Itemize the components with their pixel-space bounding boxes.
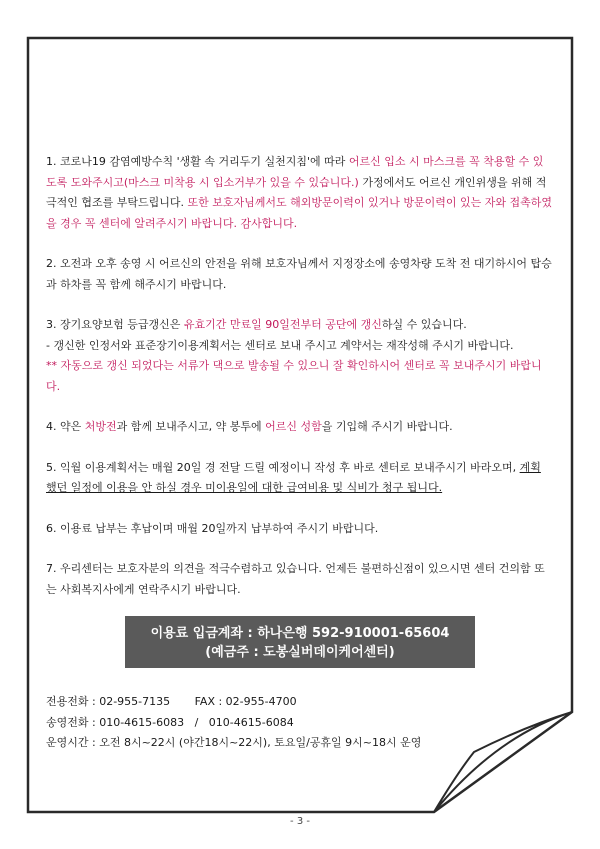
notice-text: 1. 코로나19 감염예방수칙 '생활 속 거리두기 실천지침'에 따라 bbox=[46, 155, 349, 168]
bank-line1: 이용료 입금계좌 : 하나은행 592-910001-65604 bbox=[150, 626, 450, 641]
notice-item bbox=[46, 559, 554, 600]
notice-text: 5. 익월 이용계획서는 매월 20일 경 전달 드릴 예정이니 작성 후 바로 센터로 보내주시기 바라오며, bbox=[46, 460, 520, 474]
notice-item bbox=[46, 315, 554, 397]
bank-account-box bbox=[125, 616, 475, 668]
notice-text: 가정에서도 어르신 개인위생을 위해 적극적인 협조를 부탁드립니다. bbox=[46, 175, 547, 209]
notice-text: 유효기간 만료일 90일전부터 공단에 갱신 bbox=[183, 318, 382, 331]
notice-text: 또한 보호자님께서도 해외방문이력이 있거나 방문이력이 있는 자와 접촉하였을 경우 꼭 센터에 알려주시기 바랍니다. 감사합니다. bbox=[46, 196, 553, 230]
contact-info bbox=[46, 692, 554, 754]
notice-text: 을 기입해 주시기 바랍니다. bbox=[321, 420, 453, 433]
notice-text: 6. 이용료 납부는 후납이며 매월 20일까지 납부하여 주시기 바랍니다. bbox=[46, 521, 379, 535]
notice-text: 계획 했던 일정에 이용을 안 하실 경우 미이용일에 대한 급여비용 및 식비가 청구 됩니다. bbox=[46, 460, 541, 494]
notice-text: 2. 오전과 오후 송영 시 어르신의 안전을 위해 보호자님께서 지정장소에 송영차량 도착 전 대기하시어 탑승과 하차를 꼭 함께 해주시기 바랍니다. bbox=[46, 257, 552, 291]
notice-item bbox=[46, 152, 554, 234]
page-number: - 3 - bbox=[290, 816, 310, 827]
contact-phone: 전용전화 : 02-955-7135 FAX : 02-955-4700 bbox=[46, 695, 297, 708]
notice-text: - 갱신한 인정서와 표준장기이용계획서는 센터로 보내 주시고 계약서는 재작성해 주시기 바랍니다. bbox=[46, 338, 514, 352]
notice-text: 하실 수 있습니다. bbox=[381, 318, 467, 331]
notice-text: 7. 우리센터는 보호자분의 의견을 적극수렴하고 있습니다. 언제든 불편하신점이 있으시면 센터 건의함 또는 사회복지사에게 연락주시기 바랍니다. bbox=[46, 562, 545, 596]
contact-transport: 송영전화 : 010-4615-6083 / 010-4615-6084 bbox=[46, 715, 294, 729]
notice-text: 어르신 입소 시 마스크를 꼭 착용할 수 있도록 도와주시고(마스크 미착용 시 입소거부가 있을 수 있습니다.) bbox=[46, 155, 544, 189]
notice-text: 어르신 성함 bbox=[265, 420, 322, 433]
notice-text: 처방전 bbox=[84, 420, 117, 433]
notice-item bbox=[46, 519, 554, 540]
notice-item bbox=[46, 417, 554, 438]
notice-item bbox=[46, 458, 554, 499]
contact-hours: 운영시간 : 오전 8시~22시 (야간18시~22시), 토요일/공휴일 9시~18시 운영 bbox=[46, 736, 422, 749]
notice-text: 과 함께 보내주시고, 약 봉투에 bbox=[116, 420, 266, 433]
notice-text: 4. 약은 bbox=[46, 420, 85, 433]
notice-item bbox=[46, 254, 554, 295]
notice-text: 3. 장기요양보험 등급갱신은 bbox=[46, 318, 184, 331]
notice-text: ** 자동으로 갱신 되었다는 서류가 댁으로 발송될 수 있으니 잘 확인하시어 센터로 꼭 보내주시기 바랍니다. bbox=[46, 359, 542, 393]
bank-line2: (예금주 : 도봉실버데이케어센터) bbox=[205, 645, 395, 660]
notice-content bbox=[46, 152, 554, 754]
